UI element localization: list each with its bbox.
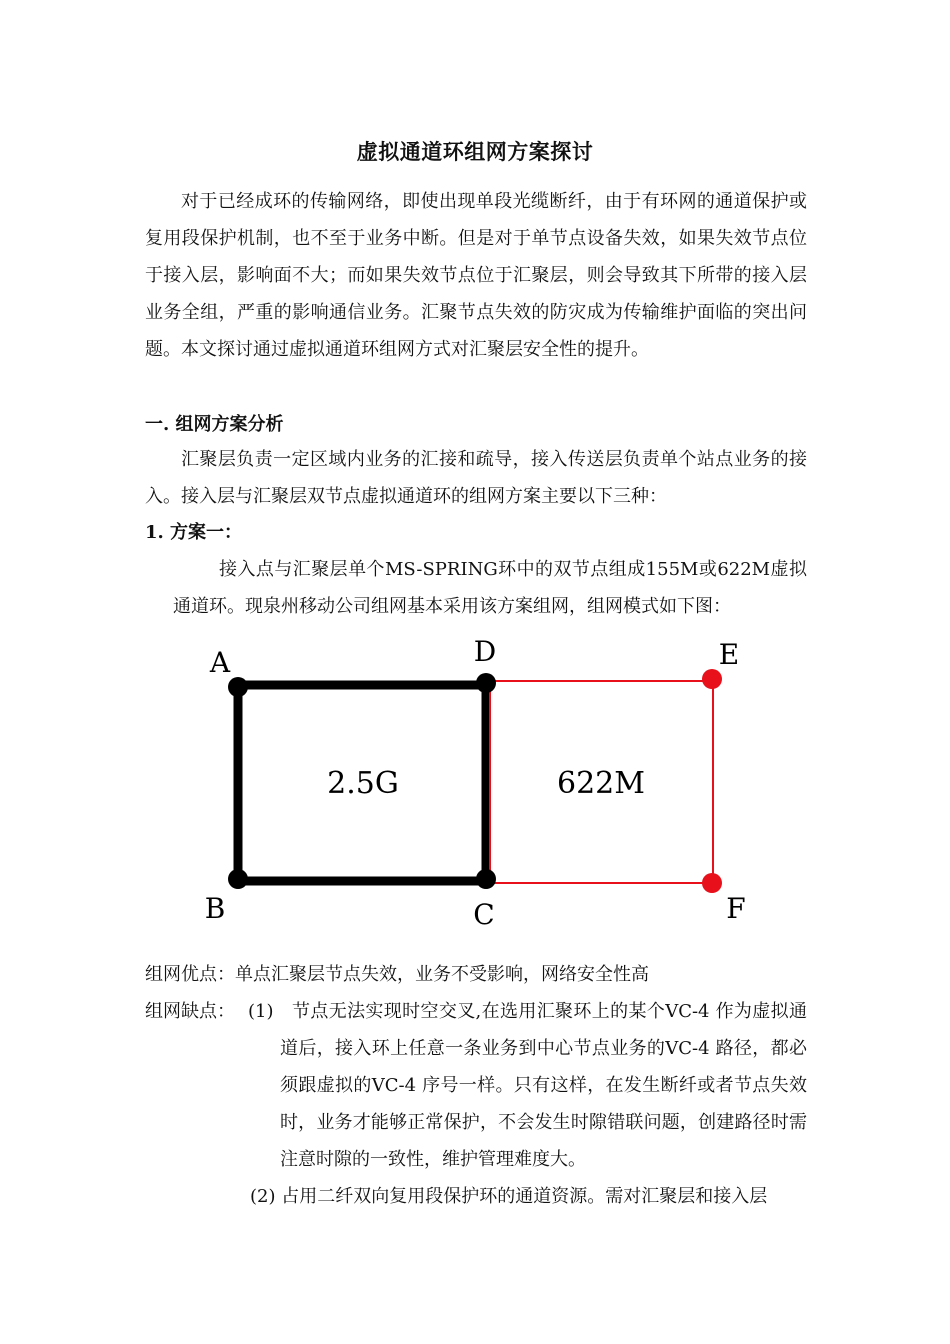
- node-e-dot: [702, 669, 722, 689]
- advantage-line: 组网优点：单点汇聚层节点失效，业务不受影响，网络安全性高: [145, 964, 649, 985]
- node-f-label: F: [726, 892, 746, 925]
- right-ring-label: 622M: [557, 766, 645, 801]
- node-f-dot: [702, 873, 722, 893]
- node-d-label: D: [473, 635, 497, 668]
- scheme-heading: 1. 方案一：: [145, 522, 243, 543]
- node-b-dot: [228, 869, 248, 889]
- left-ring-label: 2.5G: [327, 766, 399, 801]
- node-c-dot: [476, 869, 496, 889]
- intro-paragraph: 对于已经成环的传输网络，即使出现单段光缆断纤，由于有环网的通道保护或复用段保护机制，也不至于业务中断。但是对于单节点设备失效，如果失效节点位于接入层，影响面不大；而如果失效节点位于汇聚层，则会导致其下所带的接入层业务全组，严重的影响通信业务。汇聚节点失效的防灾成为传输维护面临的突出问题。本文探讨通过虚拟通道环组网方式对汇聚层安全性的提升。: [145, 191, 807, 360]
- section-heading: 一. 组网方案分析: [145, 414, 284, 435]
- scheme-paragraph: 接入点与汇聚层单个MS-SPRING环中的双节点组成155M或622M虚拟通道环。现泉州移动公司组网基本采用该方案组网，组网模式如下图：: [173, 559, 807, 617]
- node-a-label: A: [209, 646, 231, 679]
- section-paragraph: 汇聚层负责一定区域内业务的汇接和疏导，接入传送层负责单个站点业务的接入。接入层与汇聚层双节点虚拟通道环的组网方案主要以下三种：: [145, 449, 807, 507]
- ring-network-diagram: [190, 632, 760, 937]
- disadvantage-item-2: (2) 占用二纤双向复用段保护环的通道资源。需对汇聚层和接入层: [250, 1186, 768, 1207]
- node-d-dot: [476, 673, 496, 693]
- disadvantage-1-number: (1): [248, 1001, 274, 1022]
- node-a-dot: [228, 677, 248, 697]
- node-e-label: E: [718, 638, 740, 671]
- disadvantage-item-1: 节点无法实现时空交叉,在选用汇聚环上的某个VC-4 作为虚拟通道后，接入环上任意一条业务到中心节点业务的VC-4 路径，都必须跟虚拟的VC-4 序号一样。只有这样，在发生断纤或者节点失效时，业务才能够正常保护，不会发生时隙错联问题，创建路径时需注意时隙的一致性，维护管理难度大。: [280, 1001, 807, 1170]
- node-b-label: B: [204, 892, 226, 925]
- disadvantage-label: 组网缺点：: [145, 1001, 235, 1022]
- document-title: 虚拟通道环组网方案探讨: [356, 139, 594, 164]
- node-c-label: C: [473, 898, 495, 931]
